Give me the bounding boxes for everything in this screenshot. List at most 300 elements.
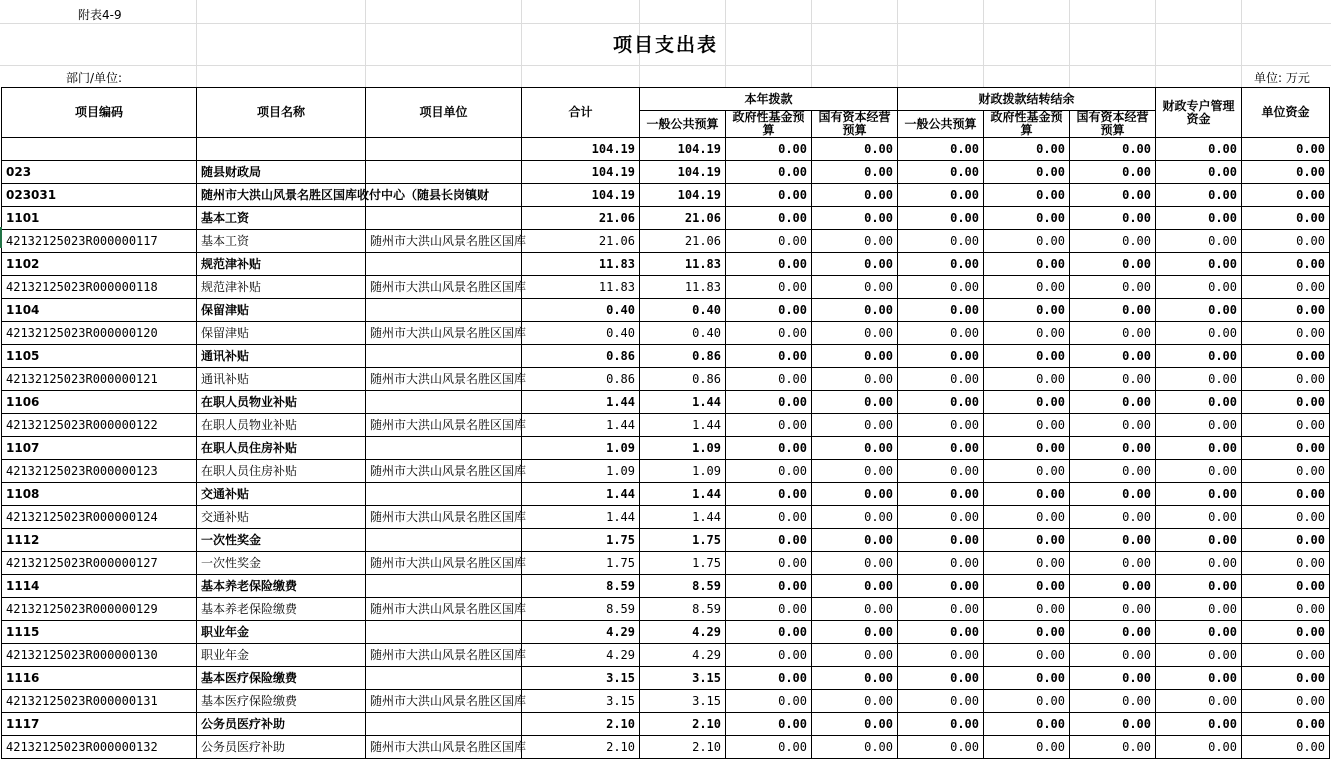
table-row[interactable]	[2, 414, 1330, 437]
cell-special-fund[interactable]: 0.00	[1156, 253, 1242, 276]
cell-state-capital[interactable]: 0.00	[812, 253, 898, 276]
cell-general-budget[interactable]: 0.86	[640, 345, 726, 368]
cell-general-budget[interactable]: 8.59	[640, 575, 726, 598]
cell-unit[interactable]: 随州市大洪山风景名胜区国库	[366, 322, 522, 345]
header-state-capital[interactable]: 国有资本经营预算	[812, 111, 898, 138]
cell-code[interactable]: 1117	[2, 713, 197, 736]
cell-special-fund[interactable]: 0.00	[1156, 460, 1242, 483]
cell-carry-gov-fund[interactable]: 0.00	[984, 184, 1070, 207]
cell-gov-fund[interactable]: 0.00	[726, 368, 812, 391]
cell-carry-general[interactable]: 0.00	[898, 736, 984, 759]
header-carry-state-capital[interactable]: 国有资本经营预算	[1070, 111, 1156, 138]
cell-name[interactable]: 交通补贴	[197, 506, 366, 529]
cell-code[interactable]: 42132125023R000000122	[2, 414, 197, 437]
cell-state-capital[interactable]: 0.00	[812, 483, 898, 506]
cell-unit[interactable]	[366, 483, 522, 506]
cell-general-budget[interactable]: 1.44	[640, 414, 726, 437]
cell-code[interactable]: 1107	[2, 437, 197, 460]
cell-total[interactable]: 0.86	[522, 345, 640, 368]
cell-unit[interactable]: 随州市大洪山风景名胜区国库	[366, 506, 522, 529]
cell-state-capital[interactable]: 0.00	[812, 414, 898, 437]
cell-gov-fund[interactable]: 0.00	[726, 529, 812, 552]
cell-general-budget[interactable]: 4.29	[640, 644, 726, 667]
header-carry-gov-fund[interactable]: 政府性基金预算	[984, 111, 1070, 138]
cell-gov-fund[interactable]: 0.00	[726, 483, 812, 506]
cell-special-fund[interactable]: 0.00	[1156, 483, 1242, 506]
cell-name[interactable]: 职业年金	[197, 621, 366, 644]
cell-gov-fund[interactable]: 0.00	[726, 506, 812, 529]
cell-state-capital[interactable]: 0.00	[812, 437, 898, 460]
cell-total[interactable]: 21.06	[522, 207, 640, 230]
cell-gov-fund[interactable]: 0.00	[726, 161, 812, 184]
cell-code[interactable]: 1104	[2, 299, 197, 322]
table-row[interactable]	[2, 483, 1330, 506]
cell-name[interactable]: 通讯补贴	[197, 345, 366, 368]
cell-gov-fund[interactable]: 0.00	[726, 598, 812, 621]
cell-unit[interactable]	[366, 138, 522, 161]
table-row[interactable]	[2, 207, 1330, 230]
cell-name[interactable]	[197, 138, 366, 161]
cell-total[interactable]: 0.40	[522, 299, 640, 322]
cell-special-fund[interactable]: 0.00	[1156, 736, 1242, 759]
cell-carry-general[interactable]: 0.00	[898, 345, 984, 368]
cell-carry-state-capital[interactable]: 0.00	[1070, 276, 1156, 299]
table-row[interactable]	[2, 621, 1330, 644]
cell-general-budget[interactable]: 2.10	[640, 736, 726, 759]
cell-special-fund[interactable]: 0.00	[1156, 713, 1242, 736]
cell-carry-gov-fund[interactable]: 0.00	[984, 299, 1070, 322]
cell-special-fund[interactable]: 0.00	[1156, 667, 1242, 690]
cell-name[interactable]: 保留津贴	[197, 322, 366, 345]
cell-gov-fund[interactable]: 0.00	[726, 299, 812, 322]
cell-carry-gov-fund[interactable]: 0.00	[984, 690, 1070, 713]
table-row[interactable]	[2, 552, 1330, 575]
cell-total[interactable]: 1.44	[522, 391, 640, 414]
cell-state-capital[interactable]: 0.00	[812, 506, 898, 529]
cell-unit[interactable]: 随州市大洪山风景名胜区国库	[366, 368, 522, 391]
cell-name[interactable]: 规范津补贴	[197, 253, 366, 276]
cell-carry-general[interactable]: 0.00	[898, 391, 984, 414]
cell-state-capital[interactable]: 0.00	[812, 598, 898, 621]
cell-carry-state-capital[interactable]: 0.00	[1070, 690, 1156, 713]
cell-special-fund[interactable]: 0.00	[1156, 414, 1242, 437]
cell-unit-fund[interactable]: 0.00	[1242, 184, 1330, 207]
cell-carry-general[interactable]: 0.00	[898, 667, 984, 690]
cell-unit-fund[interactable]: 0.00	[1242, 345, 1330, 368]
cell-general-budget[interactable]: 11.83	[640, 276, 726, 299]
cell-unit[interactable]	[366, 345, 522, 368]
cell-carry-gov-fund[interactable]: 0.00	[984, 276, 1070, 299]
cell-carry-state-capital[interactable]: 0.00	[1070, 621, 1156, 644]
cell-state-capital[interactable]: 0.00	[812, 552, 898, 575]
cell-gov-fund[interactable]: 0.00	[726, 345, 812, 368]
cell-gov-fund[interactable]: 0.00	[726, 621, 812, 644]
cell-general-budget[interactable]: 3.15	[640, 667, 726, 690]
cell-code[interactable]: 42132125023R000000130	[2, 644, 197, 667]
cell-name[interactable]: 公务员医疗补助	[197, 736, 366, 759]
cell-carry-gov-fund[interactable]: 0.00	[984, 575, 1070, 598]
cell-unit-fund[interactable]: 0.00	[1242, 230, 1330, 253]
cell-carry-state-capital[interactable]: 0.00	[1070, 230, 1156, 253]
cell-special-fund[interactable]: 0.00	[1156, 368, 1242, 391]
cell-carry-state-capital[interactable]: 0.00	[1070, 667, 1156, 690]
cell-carry-gov-fund[interactable]: 0.00	[984, 483, 1070, 506]
cell-total[interactable]: 1.09	[522, 460, 640, 483]
cell-unit-fund[interactable]: 0.00	[1242, 437, 1330, 460]
cell-carry-gov-fund[interactable]: 0.00	[984, 138, 1070, 161]
cell-general-budget[interactable]: 1.44	[640, 506, 726, 529]
cell-carry-gov-fund[interactable]: 0.00	[984, 713, 1070, 736]
cell-carry-state-capital[interactable]: 0.00	[1070, 483, 1156, 506]
header-general-budget[interactable]: 一般公共预算	[640, 111, 726, 138]
cell-name[interactable]: 职业年金	[197, 644, 366, 667]
cell-general-budget[interactable]: 1.75	[640, 529, 726, 552]
cell-unit[interactable]: 随州市大洪山风景名胜区国库	[366, 460, 522, 483]
cell-carry-gov-fund[interactable]: 0.00	[984, 529, 1070, 552]
cell-code[interactable]: 42132125023R000000132	[2, 736, 197, 759]
cell-carry-state-capital[interactable]: 0.00	[1070, 161, 1156, 184]
table-row[interactable]	[2, 322, 1330, 345]
cell-general-budget[interactable]: 104.19	[640, 138, 726, 161]
cell-state-capital[interactable]: 0.00	[812, 713, 898, 736]
cell-unit-fund[interactable]: 0.00	[1242, 506, 1330, 529]
cell-name[interactable]: 一次性奖金	[197, 552, 366, 575]
cell-carry-state-capital[interactable]: 0.00	[1070, 368, 1156, 391]
cell-general-budget[interactable]: 4.29	[640, 621, 726, 644]
cell-carry-state-capital[interactable]: 0.00	[1070, 644, 1156, 667]
cell-unit[interactable]: 随州市大洪山风景名胜区国库	[366, 552, 522, 575]
cell-special-fund[interactable]: 0.00	[1156, 391, 1242, 414]
cell-carry-general[interactable]: 0.00	[898, 368, 984, 391]
cell-carry-gov-fund[interactable]: 0.00	[984, 368, 1070, 391]
cell-special-fund[interactable]: 0.00	[1156, 552, 1242, 575]
cell-name[interactable]: 通讯补贴	[197, 368, 366, 391]
cell-unit-fund[interactable]: 0.00	[1242, 414, 1330, 437]
cell-code[interactable]: 42132125023R000000120	[2, 322, 197, 345]
header-name[interactable]: 项目名称	[197, 88, 366, 138]
cell-name[interactable]: 一次性奖金	[197, 529, 366, 552]
cell-carry-state-capital[interactable]: 0.00	[1070, 184, 1156, 207]
cell-carry-gov-fund[interactable]: 0.00	[984, 322, 1070, 345]
cell-state-capital[interactable]: 0.00	[812, 230, 898, 253]
cell-carry-general[interactable]: 0.00	[898, 690, 984, 713]
cell-carry-state-capital[interactable]: 0.00	[1070, 345, 1156, 368]
cell-state-capital[interactable]: 0.00	[812, 276, 898, 299]
cell-unit[interactable]	[366, 391, 522, 414]
cell-state-capital[interactable]: 0.00	[812, 391, 898, 414]
cell-carry-gov-fund[interactable]: 0.00	[984, 644, 1070, 667]
cell-carry-state-capital[interactable]: 0.00	[1070, 437, 1156, 460]
cell-general-budget[interactable]: 0.40	[640, 299, 726, 322]
table-row[interactable]	[2, 690, 1330, 713]
cell-general-budget[interactable]: 104.19	[640, 184, 726, 207]
header-group-carryover[interactable]: 财政拨款结转结余	[898, 88, 1156, 111]
cell-carry-gov-fund[interactable]: 0.00	[984, 161, 1070, 184]
table-row[interactable]	[2, 644, 1330, 667]
cell-special-fund[interactable]: 0.00	[1156, 437, 1242, 460]
cell-total[interactable]: 4.29	[522, 621, 640, 644]
cell-name[interactable]: 在职人员住房补贴	[197, 437, 366, 460]
cell-code[interactable]: 42132125023R000000127	[2, 552, 197, 575]
cell-name[interactable]: 在职人员物业补贴	[197, 391, 366, 414]
cell-general-budget[interactable]: 1.44	[640, 391, 726, 414]
table-row[interactable]	[2, 713, 1330, 736]
cell-gov-fund[interactable]: 0.00	[726, 322, 812, 345]
cell-total[interactable]: 0.86	[522, 368, 640, 391]
table-row[interactable]	[2, 345, 1330, 368]
cell-carry-general[interactable]: 0.00	[898, 529, 984, 552]
header-group-current[interactable]: 本年拨款	[640, 88, 898, 111]
table-row[interactable]	[2, 391, 1330, 414]
cell-unit[interactable]	[366, 529, 522, 552]
cell-code[interactable]: 023031	[2, 184, 197, 207]
cell-unit[interactable]: 随州市大洪山风景名胜区国库	[366, 690, 522, 713]
cell-code[interactable]: 42132125023R000000129	[2, 598, 197, 621]
cell-gov-fund[interactable]: 0.00	[726, 184, 812, 207]
cell-carry-gov-fund[interactable]: 0.00	[984, 414, 1070, 437]
cell-unit-fund[interactable]: 0.00	[1242, 644, 1330, 667]
cell-total[interactable]: 11.83	[522, 253, 640, 276]
cell-carry-general[interactable]: 0.00	[898, 483, 984, 506]
cell-state-capital[interactable]: 0.00	[812, 184, 898, 207]
cell-unit[interactable]	[366, 299, 522, 322]
cell-special-fund[interactable]: 0.00	[1156, 276, 1242, 299]
cell-carry-general[interactable]: 0.00	[898, 184, 984, 207]
cell-unit-fund[interactable]: 0.00	[1242, 621, 1330, 644]
cell-unit[interactable]: 随州市大洪山风景名胜区国库	[366, 644, 522, 667]
cell-special-fund[interactable]: 0.00	[1156, 529, 1242, 552]
cell-carry-gov-fund[interactable]: 0.00	[984, 391, 1070, 414]
cell-general-budget[interactable]: 11.83	[640, 253, 726, 276]
cell-unit[interactable]	[366, 161, 522, 184]
cell-code[interactable]: 1114	[2, 575, 197, 598]
cell-carry-general[interactable]: 0.00	[898, 207, 984, 230]
cell-unit-fund[interactable]: 0.00	[1242, 690, 1330, 713]
cell-name[interactable]: 交通补贴	[197, 483, 366, 506]
cell-unit-fund[interactable]: 0.00	[1242, 161, 1330, 184]
cell-code[interactable]: 42132125023R000000124	[2, 506, 197, 529]
cell-state-capital[interactable]: 0.00	[812, 345, 898, 368]
table-row[interactable]	[2, 667, 1330, 690]
cell-unit[interactable]	[366, 437, 522, 460]
cell-code[interactable]: 42132125023R000000123	[2, 460, 197, 483]
cell-gov-fund[interactable]: 0.00	[726, 736, 812, 759]
cell-general-budget[interactable]: 21.06	[640, 207, 726, 230]
table-row[interactable]	[2, 138, 1330, 161]
cell-carry-state-capital[interactable]: 0.00	[1070, 460, 1156, 483]
cell-unit-fund[interactable]: 0.00	[1242, 736, 1330, 759]
cell-code[interactable]: 1115	[2, 621, 197, 644]
cell-carry-state-capital[interactable]: 0.00	[1070, 207, 1156, 230]
cell-total[interactable]: 1.09	[522, 437, 640, 460]
cell-name[interactable]: 基本养老保险缴费	[197, 575, 366, 598]
cell-special-fund[interactable]: 0.00	[1156, 575, 1242, 598]
cell-gov-fund[interactable]: 0.00	[726, 552, 812, 575]
table-row[interactable]	[2, 368, 1330, 391]
cell-gov-fund[interactable]: 0.00	[726, 276, 812, 299]
cell-total[interactable]: 1.44	[522, 414, 640, 437]
cell-unit[interactable]: 随州市大洪山风景名胜区国库	[366, 736, 522, 759]
header-total[interactable]: 合计	[522, 88, 640, 138]
cell-state-capital[interactable]: 0.00	[812, 690, 898, 713]
table-row[interactable]	[2, 161, 1330, 184]
cell-gov-fund[interactable]: 0.00	[726, 138, 812, 161]
cell-carry-gov-fund[interactable]: 0.00	[984, 506, 1070, 529]
cell-carry-gov-fund[interactable]: 0.00	[984, 736, 1070, 759]
cell-code[interactable]: 1106	[2, 391, 197, 414]
cell-total[interactable]: 104.19	[522, 184, 640, 207]
cell-unit-fund[interactable]: 0.00	[1242, 207, 1330, 230]
cell-carry-state-capital[interactable]: 0.00	[1070, 552, 1156, 575]
cell-carry-state-capital[interactable]: 0.00	[1070, 253, 1156, 276]
cell-code[interactable]: 1102	[2, 253, 197, 276]
cell-code[interactable]: 1116	[2, 667, 197, 690]
cell-code[interactable]: 42132125023R000000117	[2, 230, 197, 253]
cell-total[interactable]: 1.44	[522, 483, 640, 506]
cell-special-fund[interactable]: 0.00	[1156, 184, 1242, 207]
cell-gov-fund[interactable]: 0.00	[726, 667, 812, 690]
cell-general-budget[interactable]: 1.09	[640, 437, 726, 460]
cell-gov-fund[interactable]: 0.00	[726, 690, 812, 713]
cell-unit-fund[interactable]: 0.00	[1242, 529, 1330, 552]
cell-carry-state-capital[interactable]: 0.00	[1070, 529, 1156, 552]
cell-state-capital[interactable]: 0.00	[812, 322, 898, 345]
cell-carry-general[interactable]: 0.00	[898, 276, 984, 299]
cell-unit-fund[interactable]: 0.00	[1242, 368, 1330, 391]
cell-gov-fund[interactable]: 0.00	[726, 230, 812, 253]
table-row[interactable]	[2, 276, 1330, 299]
cell-special-fund[interactable]: 0.00	[1156, 345, 1242, 368]
cell-total[interactable]: 1.75	[522, 529, 640, 552]
cell-carry-state-capital[interactable]: 0.00	[1070, 391, 1156, 414]
cell-state-capital[interactable]: 0.00	[812, 667, 898, 690]
cell-carry-gov-fund[interactable]: 0.00	[984, 667, 1070, 690]
cell-code[interactable]	[2, 138, 197, 161]
cell-carry-general[interactable]: 0.00	[898, 460, 984, 483]
cell-gov-fund[interactable]: 0.00	[726, 575, 812, 598]
cell-total[interactable]: 21.06	[522, 230, 640, 253]
cell-carry-state-capital[interactable]: 0.00	[1070, 506, 1156, 529]
cell-general-budget[interactable]: 104.19	[640, 161, 726, 184]
cell-name[interactable]: 基本医疗保险缴费	[197, 690, 366, 713]
cell-gov-fund[interactable]: 0.00	[726, 207, 812, 230]
cell-special-fund[interactable]: 0.00	[1156, 644, 1242, 667]
cell-unit[interactable]	[366, 253, 522, 276]
cell-gov-fund[interactable]: 0.00	[726, 437, 812, 460]
cell-carry-general[interactable]: 0.00	[898, 299, 984, 322]
cell-total[interactable]: 2.10	[522, 736, 640, 759]
cell-carry-general[interactable]: 0.00	[898, 253, 984, 276]
cell-carry-state-capital[interactable]: 0.00	[1070, 575, 1156, 598]
cell-unit-fund[interactable]: 0.00	[1242, 598, 1330, 621]
header-special-fund[interactable]: 财政专户管理资金	[1156, 88, 1242, 138]
cell-state-capital[interactable]: 0.00	[812, 736, 898, 759]
cell-unit[interactable]	[366, 621, 522, 644]
cell-unit[interactable]	[366, 207, 522, 230]
cell-general-budget[interactable]: 0.86	[640, 368, 726, 391]
cell-general-budget[interactable]: 2.10	[640, 713, 726, 736]
cell-special-fund[interactable]: 0.00	[1156, 161, 1242, 184]
table-row[interactable]	[2, 184, 1330, 207]
cell-state-capital[interactable]: 0.00	[812, 207, 898, 230]
cell-carry-state-capital[interactable]: 0.00	[1070, 322, 1156, 345]
cell-name[interactable]: 基本工资	[197, 230, 366, 253]
cell-carry-gov-fund[interactable]: 0.00	[984, 253, 1070, 276]
cell-code[interactable]: 1112	[2, 529, 197, 552]
cell-name[interactable]: 随州市大洪山风景名胜区国库收付中心（随县长岗镇财	[197, 184, 366, 207]
cell-unit[interactable]: 随州市大洪山风景名胜区国库	[366, 276, 522, 299]
cell-unit-fund[interactable]: 0.00	[1242, 552, 1330, 575]
cell-general-budget[interactable]: 1.09	[640, 460, 726, 483]
cell-total[interactable]: 0.40	[522, 322, 640, 345]
cell-name[interactable]: 基本养老保险缴费	[197, 598, 366, 621]
cell-unit[interactable]: 随州市大洪山风景名胜区国库	[366, 598, 522, 621]
cell-carry-general[interactable]: 0.00	[898, 575, 984, 598]
cell-special-fund[interactable]: 0.00	[1156, 299, 1242, 322]
cell-unit-fund[interactable]: 0.00	[1242, 322, 1330, 345]
table-row[interactable]	[2, 437, 1330, 460]
header-code[interactable]: 项目编码	[2, 88, 197, 138]
cell-carry-state-capital[interactable]: 0.00	[1070, 736, 1156, 759]
cell-general-budget[interactable]: 1.75	[640, 552, 726, 575]
cell-carry-gov-fund[interactable]: 0.00	[984, 230, 1070, 253]
cell-special-fund[interactable]: 0.00	[1156, 621, 1242, 644]
cell-state-capital[interactable]: 0.00	[812, 368, 898, 391]
cell-special-fund[interactable]: 0.00	[1156, 207, 1242, 230]
cell-code[interactable]: 42132125023R000000118	[2, 276, 197, 299]
cell-code[interactable]: 023	[2, 161, 197, 184]
header-gov-fund[interactable]: 政府性基金预算	[726, 111, 812, 138]
cell-unit-fund[interactable]: 0.00	[1242, 299, 1330, 322]
cell-gov-fund[interactable]: 0.00	[726, 391, 812, 414]
cell-unit[interactable]: 随州市大洪山风景名胜区国库	[366, 414, 522, 437]
cell-unit[interactable]	[366, 667, 522, 690]
cell-total[interactable]: 1.75	[522, 552, 640, 575]
cell-name[interactable]: 基本工资	[197, 207, 366, 230]
cell-name[interactable]: 基本医疗保险缴费	[197, 667, 366, 690]
cell-name[interactable]: 随县财政局	[197, 161, 366, 184]
cell-carry-gov-fund[interactable]: 0.00	[984, 598, 1070, 621]
table-row[interactable]	[2, 736, 1330, 759]
cell-carry-general[interactable]: 0.00	[898, 138, 984, 161]
cell-carry-gov-fund[interactable]: 0.00	[984, 621, 1070, 644]
cell-unit-fund[interactable]: 0.00	[1242, 276, 1330, 299]
cell-total[interactable]: 1.44	[522, 506, 640, 529]
cell-general-budget[interactable]: 1.44	[640, 483, 726, 506]
table-row[interactable]	[2, 506, 1330, 529]
cell-name[interactable]: 在职人员物业补贴	[197, 414, 366, 437]
header-unit-fund[interactable]: 单位资金	[1242, 88, 1330, 138]
cell-unit-fund[interactable]: 0.00	[1242, 575, 1330, 598]
cell-name[interactable]: 规范津补贴	[197, 276, 366, 299]
cell-carry-state-capital[interactable]: 0.00	[1070, 138, 1156, 161]
cell-unit-fund[interactable]: 0.00	[1242, 138, 1330, 161]
cell-state-capital[interactable]: 0.00	[812, 575, 898, 598]
cell-carry-general[interactable]: 0.00	[898, 621, 984, 644]
cell-total[interactable]: 3.15	[522, 690, 640, 713]
table-row[interactable]	[2, 575, 1330, 598]
cell-total[interactable]: 8.59	[522, 575, 640, 598]
table-row[interactable]	[2, 299, 1330, 322]
cell-special-fund[interactable]: 0.00	[1156, 690, 1242, 713]
cell-carry-gov-fund[interactable]: 0.00	[984, 345, 1070, 368]
cell-state-capital[interactable]: 0.00	[812, 529, 898, 552]
cell-carry-general[interactable]: 0.00	[898, 598, 984, 621]
cell-carry-state-capital[interactable]: 0.00	[1070, 713, 1156, 736]
cell-carry-general[interactable]: 0.00	[898, 713, 984, 736]
table-row[interactable]	[2, 598, 1330, 621]
cell-state-capital[interactable]: 0.00	[812, 621, 898, 644]
